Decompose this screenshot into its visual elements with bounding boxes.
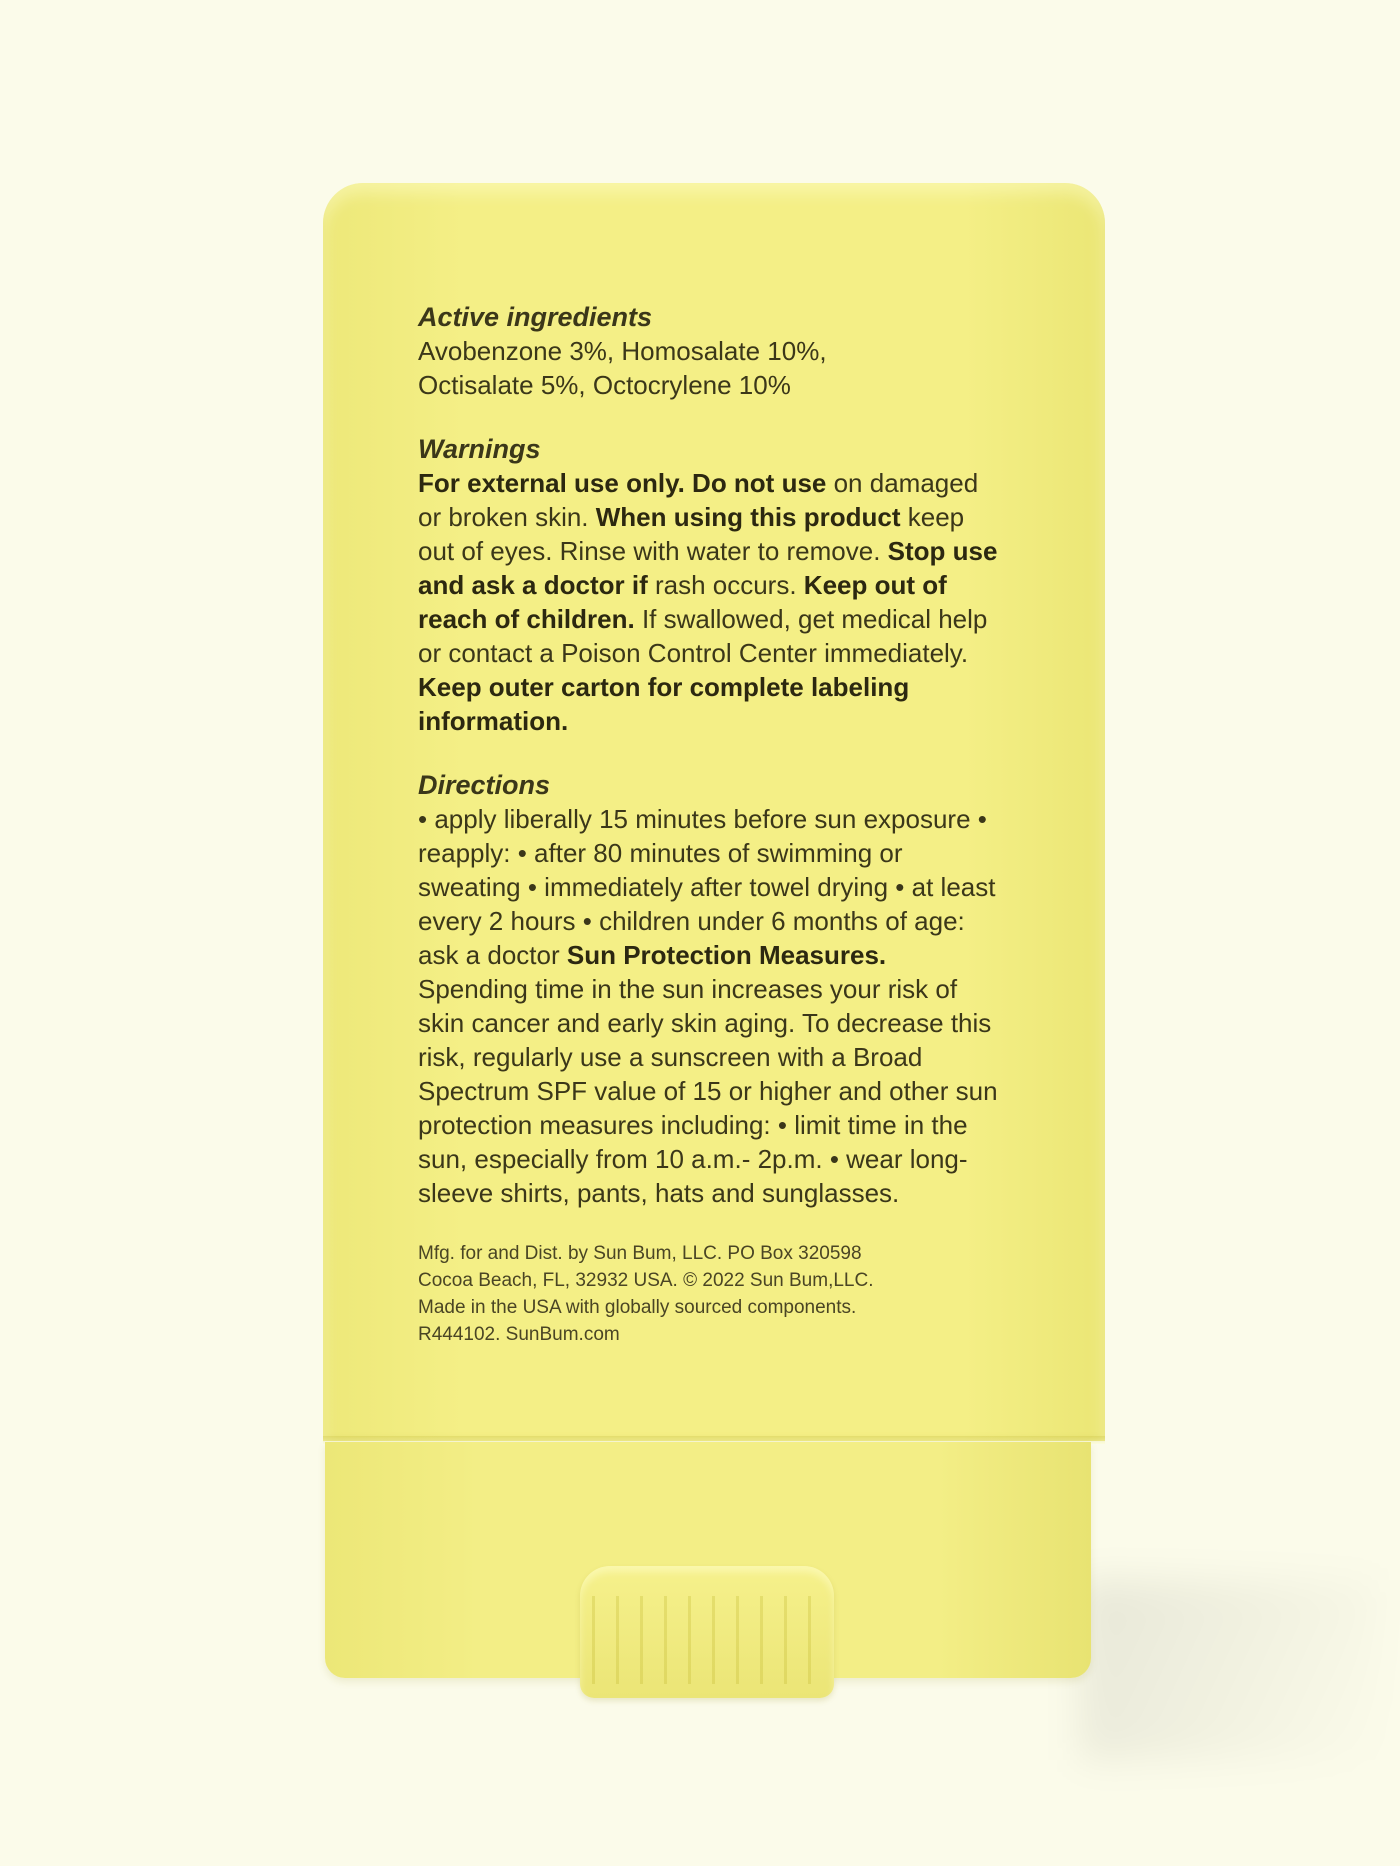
active-ingredients-section [418, 300, 998, 402]
twist-knob [580, 1566, 834, 1698]
warning-text-2: keep out of eyes. Rinse with water to remove. [418, 502, 965, 566]
warnings-heading: Warnings [418, 434, 541, 464]
product-shadow [1080, 1580, 1380, 1760]
directions-text-2: Spending time in the sun increases your risk of skin cancer and early skin aging. To decrease this risk, regularly use a sunscreen with a Broad Spectrum SPF value of 15 or higher and other sun protection measures including: • limit time in the sun, especially from 10 a.m.- 2p.m. • wear long-sleeve shirts, pants, hats and sunglasses. [418, 974, 998, 1208]
product-label [418, 300, 998, 1348]
directions-text-1: • apply liberally 15 minutes before sun exposure • reapply: • after 80 minutes of swimming or sweating • immediately after towel drying • at least every 2 hours • children under 6 months of age: ask a doctor [418, 804, 996, 970]
warning-text-1: on damaged or broken skin. [418, 468, 979, 532]
warnings-text [418, 466, 998, 738]
active-ingredients-heading: Active ingredients [418, 302, 653, 332]
directions-heading: Directions [418, 770, 551, 800]
warning-text-4: If swallowed, get medical help or contact a Poison Control Center immediately. [418, 604, 988, 668]
warning-text-3: rash occurs. [647, 570, 804, 600]
warning-bold-1: For external use only. Do not use [418, 468, 827, 498]
warning-bold-4: Keep out of reach of children. [418, 570, 947, 634]
active-ingredients-text: Avobenzone 3%, Homosalate 10%, Octisalate 5%, Octocrylene 10% [418, 336, 827, 400]
manufacturer-info: Mfg. for and Dist. by Sun Bum, LLC. PO Box 320598 Cocoa Beach, FL, 32932 USA. © 2022 Sun Bum,LLC. Made in the USA with globally sourced components. R444102. SunBum.com [418, 1243, 874, 1345]
knob-ridges [592, 1596, 822, 1684]
warning-bold-2: When using this product [595, 502, 901, 532]
directions-bold-1: Sun Protection Measures. [566, 940, 887, 970]
warning-bold-5: Keep outer carton for complete labeling information. [418, 672, 910, 736]
directions-section [418, 768, 998, 1210]
directions-text [418, 802, 998, 1210]
warnings-section [418, 432, 998, 738]
warning-bold-3: Stop use and ask a doctor if [418, 536, 998, 600]
